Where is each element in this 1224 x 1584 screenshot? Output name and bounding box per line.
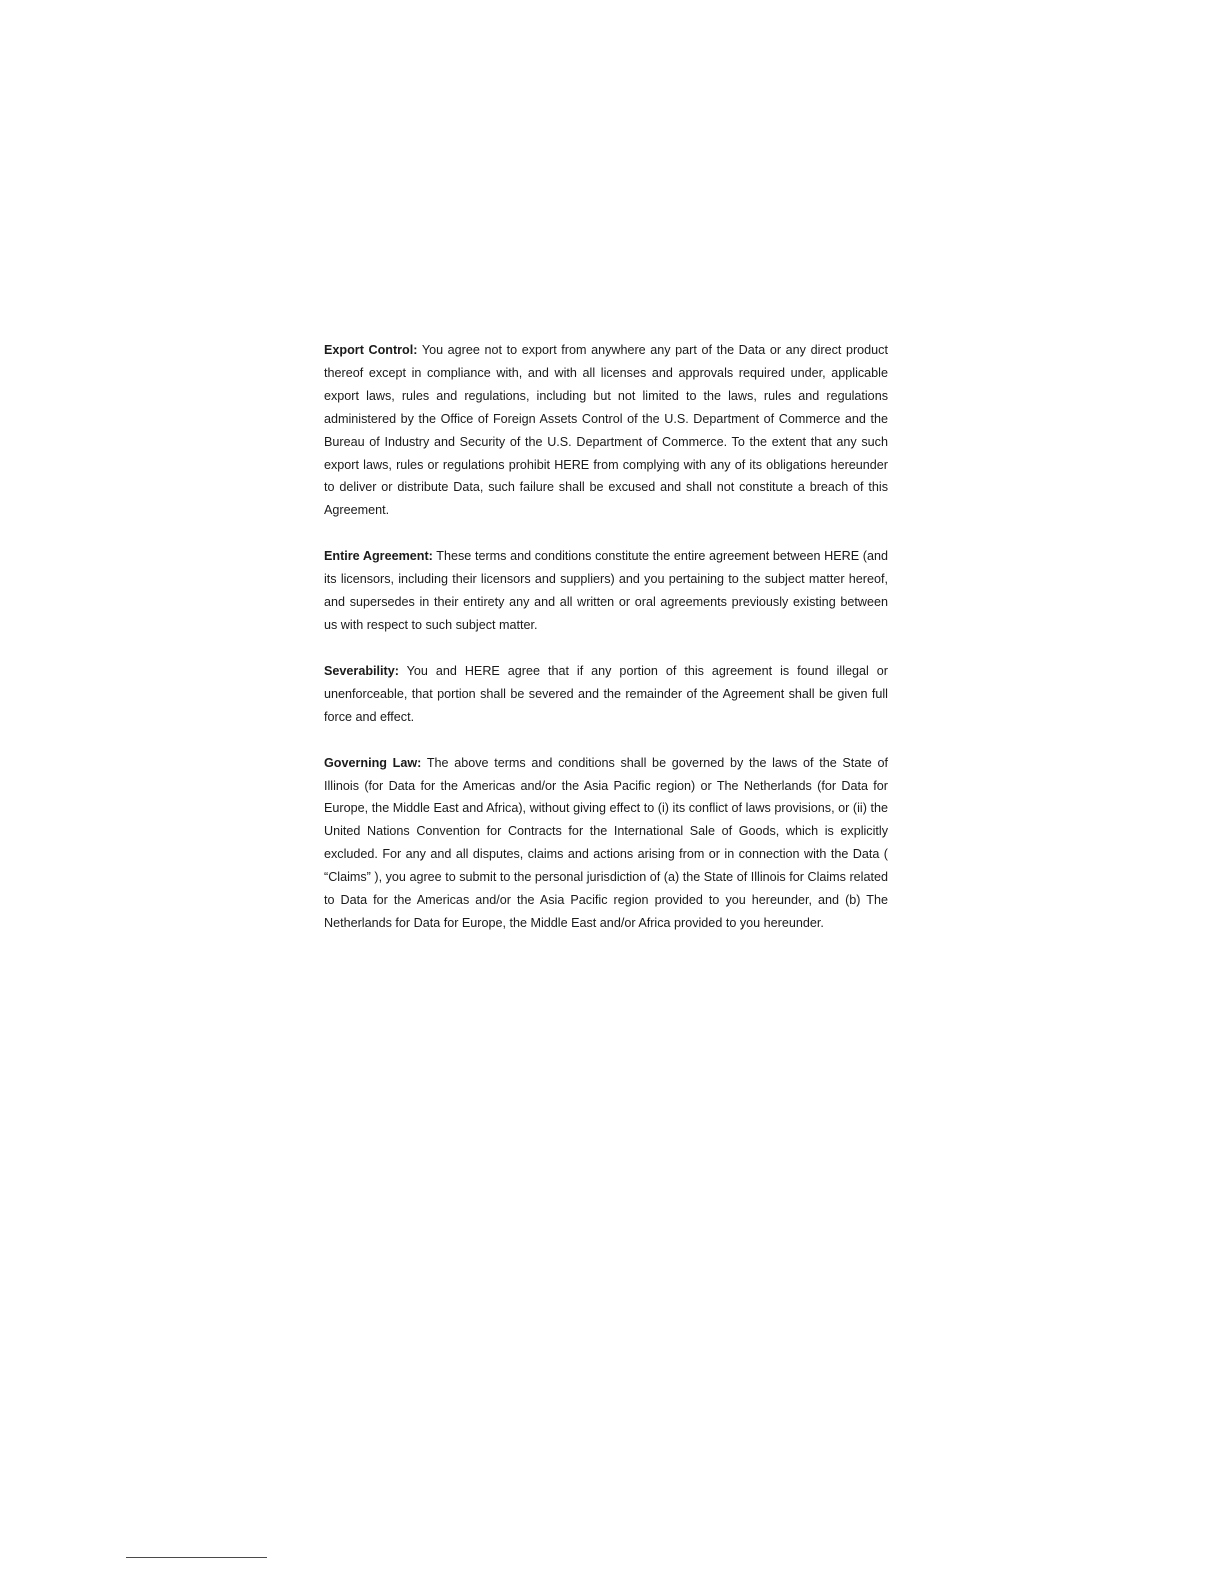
clause-entire-agreement [324, 545, 888, 637]
clause-heading: Export Control: [324, 343, 418, 357]
document-body [324, 339, 888, 958]
clause-body: You and HERE agree that if any portion of this agreement is found illegal or unenforceable, that portion shall be severed and the remainder of the Agreement shall be given full force and effect. [324, 663, 888, 724]
clause-export-control [324, 339, 888, 522]
clause-body: The above terms and conditions shall be governed by the laws of the State of Illinois (for Data for the Americas and/or the Asia Pacific region) or The Netherlands (for Data for Europe, the Middle East and Africa), without giving effect to (i) its conflict of laws provisions, or (ii) the United Nations Convention for Contracts for the International Sale of Goods, which is explicitly excluded. For any and all disputes, claims and actions arising from or in connection with the Data ( “Claims” ), you agree to submit to the personal jurisdiction of (a) the State of Illinois for Claims related to Data for the Americas and/or the Asia Pacific region provided to you hereunder, and (b) The Netherlands for Data for Europe, the Middle East and/or Africa provided to you hereunder. [324, 755, 888, 930]
clause-severability [324, 660, 888, 729]
clause-heading: Entire Agreement: [324, 549, 433, 564]
clause-heading: Governing Law: [324, 755, 422, 770]
clause-body: You agree not to export from anywhere any part of the Data or any direct product thereof except in compliance with, and with all licenses and approvals required under, applicable export laws, rules and regulations, including but not limited to the laws, rules and regulations administered by the Office of Foreign Assets Control of the U.S. Department of Commerce and the Bureau of Industry and Security of the U.S. Department of Commerce. To the extent that any such export laws, rules or regulations prohibit HERE from complying with any of its obligations hereunder to deliver or distribute Data, such failure shall be excused and shall not constitute a breach of this Agreement. [324, 343, 888, 518]
footnote-separator-line [126, 1557, 267, 1558]
clause-body: These terms and conditions constitute the entire agreement between HERE (and its licensors, including their licensors and suppliers) and you pertaining to the subject matter hereof, and supersedes in their entirety any and all written or oral agreements previously existing between us with respect to such subject matter. [324, 549, 888, 632]
clause-governing-law [324, 752, 888, 935]
clause-heading: Severability: [324, 663, 399, 678]
